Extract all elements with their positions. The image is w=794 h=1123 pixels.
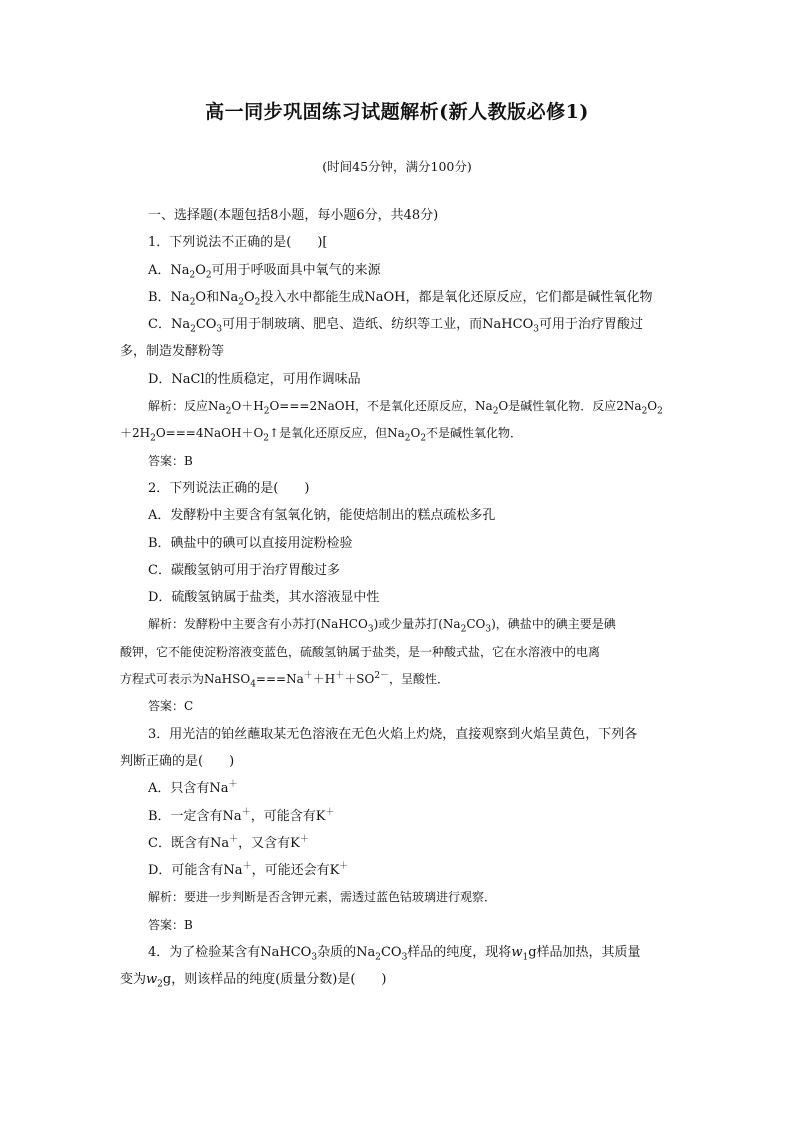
question-2-stem: 2．下列说法正确的是( ) [148, 480, 310, 496]
question-2-option-d: D．硫酸氢钠属于盐类，其水溶液显中性 [148, 590, 380, 606]
question-3-option-a: A．只含有Na＋ [148, 779, 238, 797]
question-2-explanation-equation: 方程式可表示为$NaHSO_4===Na^++H^++SO^{2-}$，呈酸性． [120, 671, 450, 690]
question-3-option-c: C．既含有Na＋，又含有K＋ [148, 834, 309, 851]
question-1-answer: 答案：B [148, 453, 193, 468]
question-1-explanation-continued: $+2H_2O===4NaOH+O_2↑$是氧化还原反应，但$Na_2O_2$不是碱性氧化物． [120, 426, 523, 444]
question-3-stem-continued: 判断正确的是( ) [120, 753, 235, 769]
question-2-option-a: A．发酵粉中主要含有氢氧化钠，能使焙制出的糕点疏松多孔 [148, 508, 496, 524]
question-1-explanation: 解析：反应$Na_2O+H_2O===2NaOH$，不是氧化还原反应，$Na_2O$是碱性氧化物．反应$2Na_2O_2$ [148, 399, 663, 417]
question-1-option-c-continued: 多，制造发酵粉等 [120, 344, 225, 360]
question-2-explanation: 解析：发酵粉中主要含有小苏打(NaHCO$_3$)或少量苏打$(Na_2CO_3)$，碘盐中的碘主要是碘 [148, 617, 616, 635]
question-2-option-c: C．碳酸氢钠可用于治疗胃酸过多 [148, 562, 340, 578]
question-3-answer: 答案：B [148, 917, 193, 932]
question-2-explanation-continued: 酸钾，它不能使淀粉溶液变蓝色，硫酸氢钠属于盐类，是一种酸式盐，它在水溶液中的电离 [120, 644, 601, 659]
question-4-stem: 4．为了检验某含有NaHCO$_3$杂质的$Na_2CO_3$样品的纯度，现将$w_1g$样品加热，其质量 [148, 945, 641, 963]
question-3-explanation: 解析：要进一步判断是否含钾元素，需透过蓝色钴玻璃进行观察． [148, 890, 497, 905]
question-1-option-b: B．$Na_2O$和$Na_2O_2$投入水中都能生成NaOH，都是氧化还原反应，它们都是碱性氧化物 [148, 289, 653, 308]
page-subtitle: (时间45分钟，满分100分) [322, 159, 472, 174]
question-3-option-d: D．可能含有Na＋，可能还会有K＋ [148, 861, 349, 879]
question-2-option-b: B．碘盐中的碘可以直接用淀粉检验 [148, 535, 353, 551]
section-heading: 一、选择题(本题包括8小题，每小题6分，共48分) [148, 208, 439, 223]
question-1-stem: 1．下列说法不正确的是( )[ [148, 235, 328, 251]
question-3-stem: 3．用光洁的铂丝蘸取某无色溶液在无色火焰上灼烧，直接观察到火焰呈黄色，下列各 [148, 726, 638, 742]
question-1-option-c: C．$Na_2CO_3$可用于制玻璃、肥皂、造纸、纺织等工业，而NaHCO$_3$可用于治疗胃酸过 [148, 317, 643, 335]
question-1-option-a: A．$Na_2O_2$可用于呼吸面具中氧气的来源 [148, 262, 381, 281]
question-2-answer: 答案：C [148, 699, 194, 714]
question-4-stem-continued: 变为$w_2g$，则该样品的纯度(质量分数)是( ) [120, 972, 387, 990]
document-body [120, 202, 675, 994]
question-1-option-d: D．NaCl的性质稳定，可用作调味品 [148, 371, 361, 387]
question-3-option-b: B．一定含有Na＋，可能含有K＋ [148, 807, 335, 824]
page-title: 高一同步巩固练习试题解析(新人教版必修1) [205, 101, 589, 123]
